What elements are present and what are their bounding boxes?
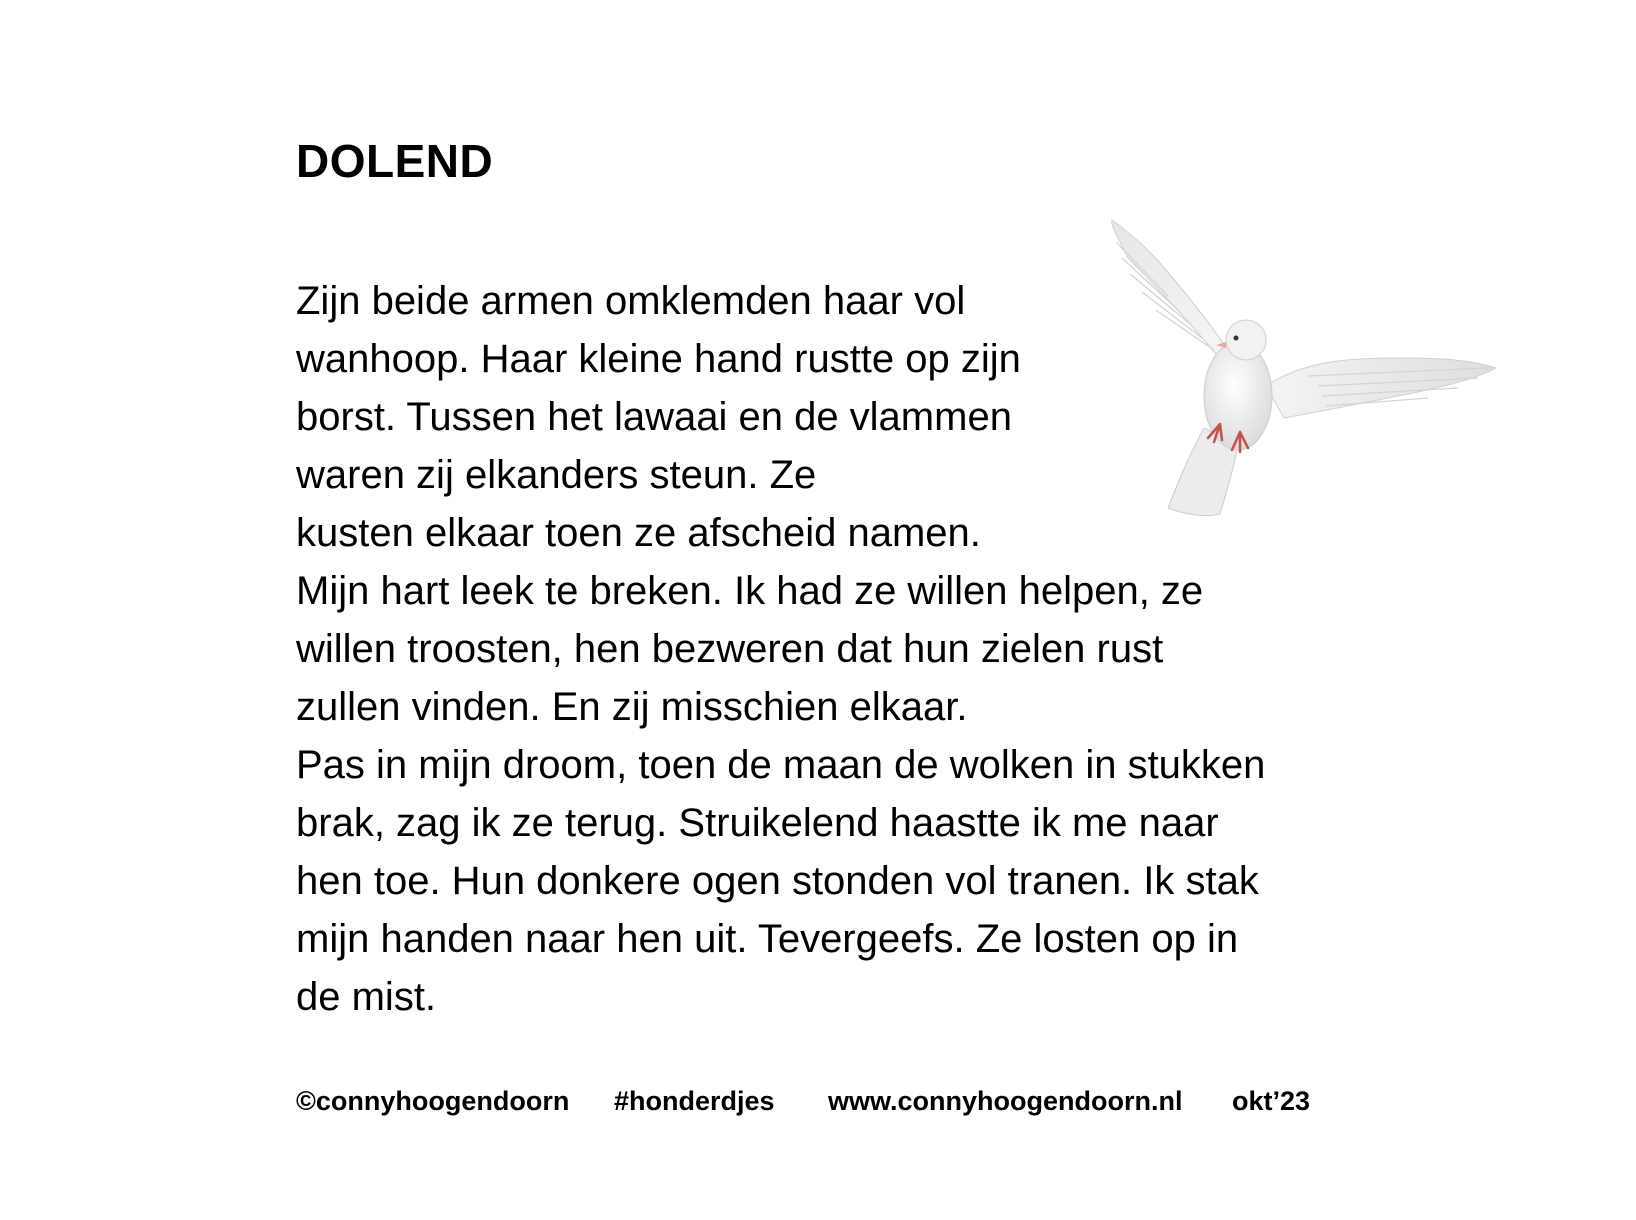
story-line: Pas in mijn droom, toen de maan de wolken in stukken [296,743,1266,787]
footer-hashtag: #honderdjes [614,1086,775,1116]
white-dove-image [1108,218,1498,528]
story-line: hen toe. Hun donkere ogen stonden vol tranen. Ik stak [296,859,1259,903]
story-line: mijn handen naar hen uit. Tevergeefs. Ze losten op in [296,917,1239,961]
footer-date: okt’23 [1232,1086,1311,1116]
story-line: Mijn hart leek te breken. Ik had ze willen helpen, ze [296,569,1204,613]
story-line: waren zij elkanders steun. Ze [296,453,817,497]
story-line: zullen vinden. En zij misschien elkaar. [296,685,968,729]
story-line: de mist. [296,975,437,1019]
footer-copyright: ©connyhoogendoorn [296,1086,570,1116]
story-line: borst. Tussen het lawaai en de vlammen [296,395,1012,439]
story-line: kusten elkaar toen ze afscheid namen. [296,511,981,555]
footer-website: www.connyhoogendoorn.nl [828,1086,1183,1116]
story-line: brak, zag ik ze terug. Struikelend haastte ik me naar [296,801,1219,845]
story-line: willen troosten, hen bezweren dat hun zielen rust [296,627,1164,671]
story-line: wanhoop. Haar kleine hand rustte op zijn [296,337,1021,381]
page-title: DOLEND [296,135,494,187]
story-line: Zijn beide armen omklemden haar vol [296,279,966,323]
